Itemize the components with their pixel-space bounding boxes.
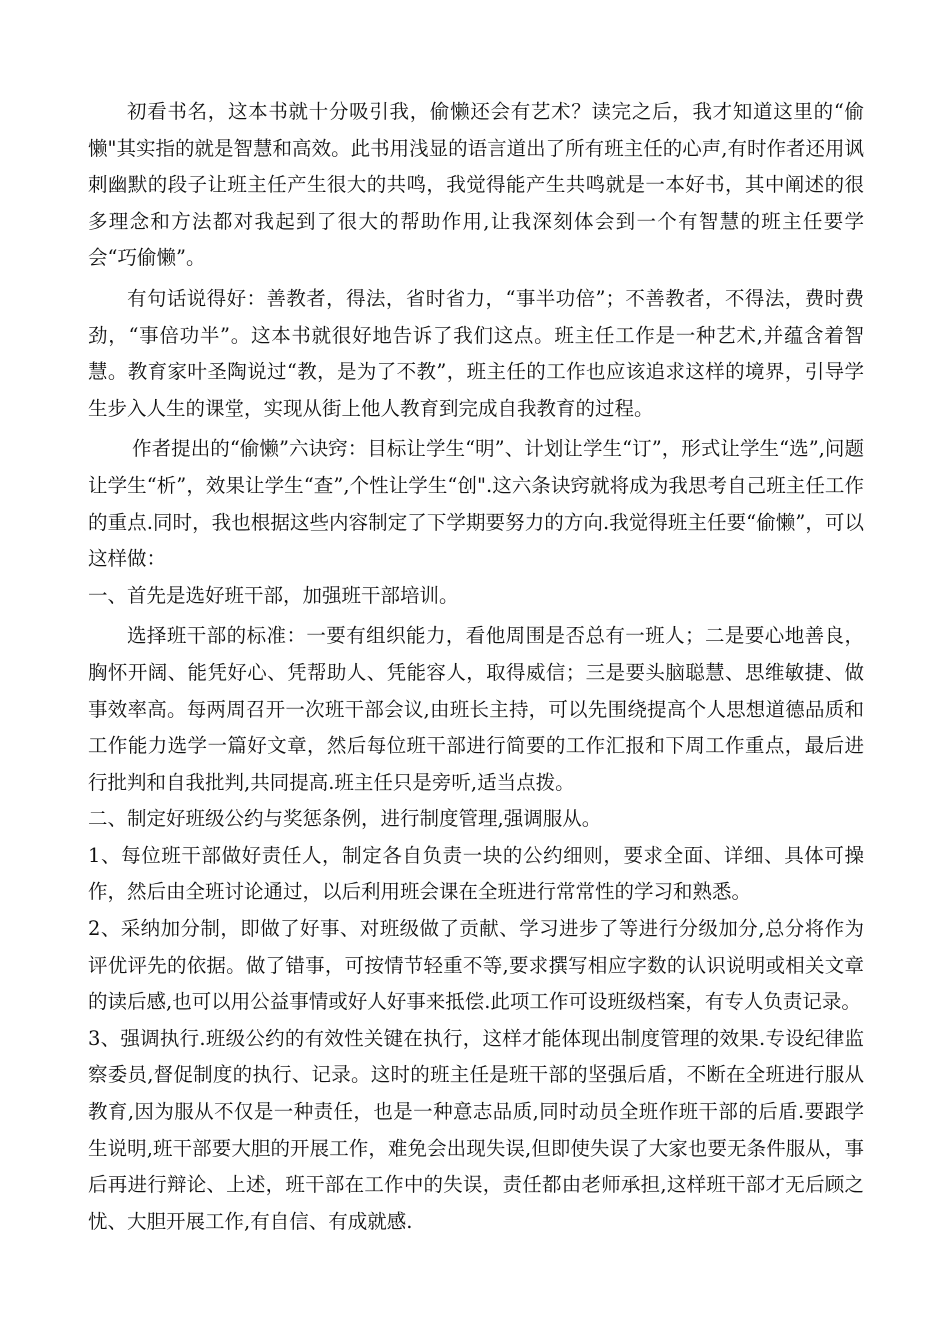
paragraph-intro: 初看书名，这本书就十分吸引我，偷懒还会有艺术？读完之后，我才知道这里的“偷懒"其实指的就是智慧和高效。此书用浅显的语言道出了所有班主任的心声,有时作者还用讽刺幽默的段子让班主任产生很大的共鸣，我觉得能产生共鸣就是一本好书，其中阐述的很多理念和方法都对我起到了很大的帮助作用,让我深刻体会到一个有智慧的班主任要学会“巧偷懒”。	[88, 100, 864, 270]
paragraph-six-tips: 作者提出的“偷懒”六诀窍：目标让学生“明”、计划让学生“订”，形式让学生“选”,问题让学生“析”，效果让学生“查”,个性让学生“创".这六条诀窍就将成为我思考自己班主任工作的重点.同时，我也根据这些内容制定了下学期要努力的方向.我觉得班主任要“偷懒”，可以这样做：	[88, 437, 864, 571]
section-heading-2: 二、制定好班级公约与奖惩条例，进行制度管理,强调服从。	[88, 807, 602, 831]
paragraph-cadre-standards: 选择班干部的标准：一要有组织能力，看他周围是否总有一班人；二是要心地善良，胸怀开阔、能凭好心、凭帮助人、凭能容人，取得威信；三是要头脑聪慧、思维敏捷、做事效率高。每两周召开一次班干部会议,由班长主持，可以先围绕提高个人思想道德品质和工作能力选学一篇好文章，然后每位班干部进行简要的工作汇报和下周工作重点，最后进行批判和自我批判,共同提高.班主任只是旁听,适当点拨。	[88, 624, 864, 794]
section-heading-1: 一、首先是选好班干部，加强班干部培训。	[88, 583, 459, 607]
list-item-1: 1、每位班干部做好责任人，制定各自负责一块的公约细则，要求全面、详细、具体可操作，然后由全班讨论通过，以后利用班会课在全班进行常常性的学习和熟悉。	[88, 843, 864, 904]
document-body	[88, 94, 864, 1240]
paragraph-quote: 有句话说得好：善教者，得法，省时省力，“事半功倍”；不善教者，不得法，费时费劲，“事倍功半”。这本书就很好地告诉了我们这点。班主任工作是一种艺术,并蕴含着智慧。教育家叶圣陶说过“教，是为了不教”，班主任的工作也应该追求这样的境界，引导学生步入人生的课堂，实现从街上他人教育到完成自我教育的过程。	[88, 286, 864, 420]
list-item-3: 3、强调执行.班级公约的有效性关键在执行，这样才能体现出制度管理的效果.专设纪律监察委员,督促制度的执行、记录。这时的班主任是班干部的坚强后盾，不断在全班进行服从教育,因为服从不仅是一种责任，也是一种意志品质,同时动员全班作班干部的后盾.要跟学生说明,班干部要大胆的开展工作，难免会出现失误,但即使失误了大家也要无条件服从，事后再进行辩论、上述，班干部在工作中的失误，责任都由老师承担,这样班干部才无后顾之忧、大胆开展工作,有自信、有成就感.	[88, 1026, 864, 1233]
list-item-2: 2、采纳加分制，即做了好事、对班级做了贡献、学习进步了等进行分级加分,总分将作为评优评先的依据。做了错事，可按情节轻重不等,要求撰写相应字数的认识说明或相关文章的读后感,也可以用公益事情或好人好事来抵偿.此项工作可设班级档案，有专人负责记录。	[88, 917, 864, 1014]
